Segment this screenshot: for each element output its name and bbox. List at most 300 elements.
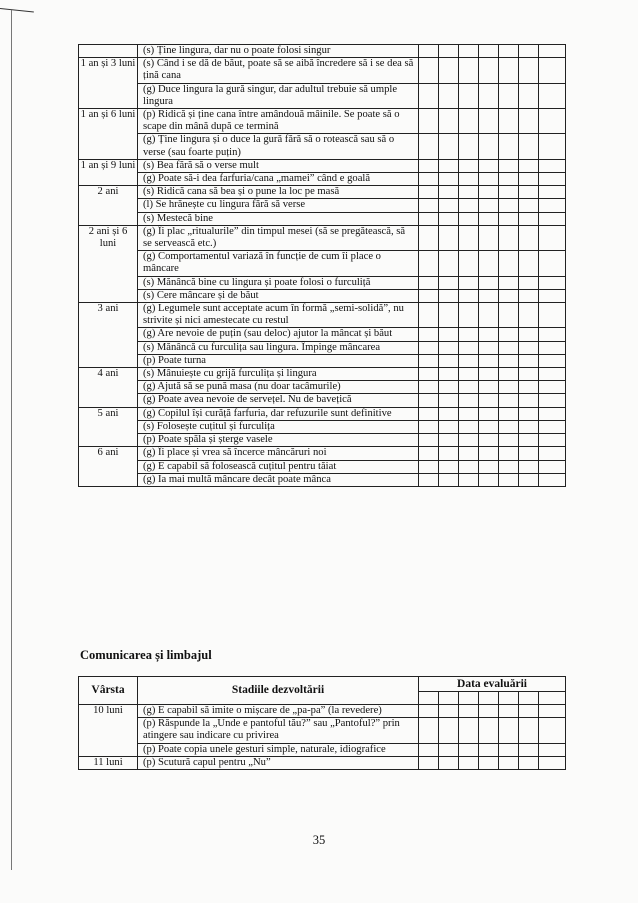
table-row	[79, 173, 566, 186]
eval-cell	[439, 407, 459, 420]
eval-cell	[539, 718, 566, 743]
age-cell: 2 ani și 6 luni	[79, 225, 138, 302]
eval-cell	[479, 692, 499, 705]
eval-cell	[519, 45, 539, 58]
eval-cell	[479, 251, 499, 276]
eval-cell	[479, 407, 499, 420]
stage-cell: (s) Mânuiește cu grijă furculița și lingura	[138, 368, 419, 381]
header-eval: Data evaluării	[419, 677, 566, 692]
table-row	[79, 276, 566, 289]
eval-cell	[519, 407, 539, 420]
table-row	[79, 447, 566, 460]
eval-cell	[539, 368, 566, 381]
eval-cell	[539, 420, 566, 433]
table-row	[79, 199, 566, 212]
age-cell: 1 an și 6 luni	[79, 109, 138, 160]
stage-cell: (p) Răspunde la „Unde e pantoful tău?” sau „Pantoful?” prin atingere sau indicare cu privirea	[138, 718, 419, 743]
table-row	[79, 718, 566, 743]
eval-cell	[479, 328, 499, 341]
eval-cell	[539, 199, 566, 212]
eval-cell	[519, 341, 539, 354]
eval-cell	[519, 159, 539, 172]
eval-cell	[479, 225, 499, 250]
table-row	[79, 420, 566, 433]
eval-cell	[479, 186, 499, 199]
eval-cell	[499, 289, 519, 302]
eval-cell	[499, 303, 519, 328]
eval-cell	[419, 328, 439, 341]
eval-cell	[459, 45, 479, 58]
stage-cell: (p) Scutură capul pentru „Nu”	[138, 756, 419, 769]
stage-cell: (s) Folosește cuțitul și furculița	[138, 420, 419, 433]
eval-cell	[439, 186, 459, 199]
eval-cell	[459, 473, 479, 486]
age-cell: 1 an și 9 luni	[79, 159, 138, 185]
eval-cell	[539, 354, 566, 367]
eval-cell	[519, 718, 539, 743]
eval-cell	[479, 276, 499, 289]
eval-cell	[439, 289, 459, 302]
eval-cell	[479, 460, 499, 473]
eval-cell	[439, 692, 459, 705]
eval-cell	[459, 692, 479, 705]
eval-cell	[539, 692, 566, 705]
page-number: 35	[312, 833, 326, 847]
eval-cell	[539, 134, 566, 159]
eval-cell	[539, 251, 566, 276]
eval-cell	[539, 473, 566, 486]
eval-cell	[499, 134, 519, 159]
eval-cell	[499, 186, 519, 199]
table-row	[79, 134, 566, 159]
eval-cell	[459, 434, 479, 447]
eval-cell	[419, 692, 439, 705]
eval-cell	[519, 303, 539, 328]
stage-cell: (g) Duce lingura la gură singur, dar adultul trebuie să umple lingura	[138, 83, 419, 108]
eval-cell	[519, 473, 539, 486]
eval-cell	[439, 199, 459, 212]
table-row	[79, 354, 566, 367]
eval-cell	[459, 381, 479, 394]
eval-cell	[539, 159, 566, 172]
eval-cell	[459, 58, 479, 83]
eval-cell	[439, 718, 459, 743]
eval-cell	[459, 199, 479, 212]
eval-cell	[499, 45, 519, 58]
eval-cell	[439, 473, 459, 486]
eval-cell	[499, 341, 519, 354]
stage-cell: (s) Mănâncă bine cu lingura și poate folosi o furculiță	[138, 276, 419, 289]
eval-cell	[519, 394, 539, 407]
table-row	[79, 394, 566, 407]
eval-cell	[439, 705, 459, 718]
eval-cell	[459, 705, 479, 718]
eval-cell	[539, 212, 566, 225]
eval-cell	[419, 199, 439, 212]
eval-cell	[459, 756, 479, 769]
eval-cell	[419, 109, 439, 134]
eval-cell	[539, 173, 566, 186]
eval-cell	[519, 186, 539, 199]
eval-cell	[519, 756, 539, 769]
table-row	[79, 159, 566, 172]
eval-cell	[419, 212, 439, 225]
eval-cell	[499, 381, 519, 394]
eval-cell	[539, 460, 566, 473]
eval-cell	[519, 368, 539, 381]
eval-cell	[439, 756, 459, 769]
eval-cell	[439, 381, 459, 394]
eval-cell	[499, 58, 519, 83]
eval-cell	[519, 434, 539, 447]
eval-cell	[479, 289, 499, 302]
eval-cell	[539, 394, 566, 407]
eval-cell	[519, 460, 539, 473]
eval-cell	[459, 159, 479, 172]
eval-cell	[419, 460, 439, 473]
communication-table	[78, 676, 566, 770]
eval-cell	[539, 434, 566, 447]
eval-cell	[539, 186, 566, 199]
eval-cell	[499, 328, 519, 341]
header-age: Vârsta	[79, 677, 138, 705]
eval-cell	[439, 434, 459, 447]
eval-cell	[519, 173, 539, 186]
eval-cell	[439, 354, 459, 367]
eval-cell	[439, 58, 459, 83]
stage-cell: (s) Ține lingura, dar nu o poate folosi singur	[138, 45, 419, 58]
eval-cell	[419, 225, 439, 250]
table-row	[79, 341, 566, 354]
eval-cell	[519, 83, 539, 108]
eval-cell	[499, 756, 519, 769]
eval-cell	[459, 212, 479, 225]
table-row	[79, 460, 566, 473]
eval-cell	[419, 743, 439, 756]
eval-cell	[499, 718, 519, 743]
eval-cell	[479, 473, 499, 486]
eval-cell	[439, 460, 459, 473]
stage-cell: (s) Ridică cana să bea și o pune la loc pe masă	[138, 186, 419, 199]
eval-cell	[439, 276, 459, 289]
table-row	[79, 225, 566, 250]
eval-cell	[459, 109, 479, 134]
eval-cell	[479, 109, 499, 134]
eval-cell	[539, 276, 566, 289]
eval-cell	[439, 743, 459, 756]
eval-cell	[519, 420, 539, 433]
eval-cell	[519, 743, 539, 756]
eval-cell	[519, 381, 539, 394]
stage-cell: (g) E capabil să imite o mișcare de „pa-pa” (la revedere)	[138, 705, 419, 718]
age-cell: 6 ani	[79, 447, 138, 487]
eval-cell	[479, 756, 499, 769]
eval-cell	[459, 341, 479, 354]
stage-cell: (g) Ține lingura și o duce la gură fără să o rotească sau să o verse (sau foarte puțin)	[138, 134, 419, 159]
age-cell: 2 ani	[79, 186, 138, 226]
eval-cell	[459, 743, 479, 756]
eval-cell	[459, 225, 479, 250]
stage-cell: (g) Poate avea nevoie de servețel. Nu de bavețică	[138, 394, 419, 407]
eval-cell	[439, 109, 459, 134]
eval-cell	[519, 447, 539, 460]
stage-cell: (s) Bea fără să o verse mult	[138, 159, 419, 172]
eval-cell	[419, 420, 439, 433]
eval-cell	[519, 212, 539, 225]
eval-cell	[419, 186, 439, 199]
age-cell: 11 luni	[79, 756, 138, 769]
eval-cell	[419, 289, 439, 302]
table-row	[79, 368, 566, 381]
table-row	[79, 434, 566, 447]
eval-cell	[499, 251, 519, 276]
eval-cell	[479, 58, 499, 83]
eval-cell	[459, 407, 479, 420]
table-row	[79, 83, 566, 108]
eval-cell	[499, 83, 519, 108]
eval-cell	[479, 45, 499, 58]
eval-cell	[439, 328, 459, 341]
eval-cell	[499, 354, 519, 367]
eval-cell	[499, 692, 519, 705]
eval-cell	[419, 407, 439, 420]
table-row	[79, 705, 566, 718]
eval-cell	[419, 58, 439, 83]
eval-cell	[479, 303, 499, 328]
table-row	[79, 381, 566, 394]
eval-cell	[439, 341, 459, 354]
eval-cell	[439, 225, 459, 250]
eval-cell	[459, 173, 479, 186]
eval-cell	[459, 303, 479, 328]
eval-cell	[539, 407, 566, 420]
eval-cell	[479, 434, 499, 447]
eval-cell	[439, 83, 459, 108]
eval-cell	[439, 134, 459, 159]
eval-cell	[499, 199, 519, 212]
eval-cell	[459, 447, 479, 460]
eval-cell	[499, 173, 519, 186]
eval-cell	[459, 251, 479, 276]
stage-cell: (s) Cere mâncare și de băut	[138, 289, 419, 302]
stage-cell: (g) Ajută să se pună masa (nu doar tacâmurile)	[138, 381, 419, 394]
eval-cell	[519, 199, 539, 212]
eval-cell	[539, 756, 566, 769]
eval-cell	[479, 447, 499, 460]
table-row	[79, 109, 566, 134]
stage-cell: (g) Copilul își curăță farfuria, dar refuzurile sunt definitive	[138, 407, 419, 420]
stage-cell: (g) Îi plac „ritualurile” din timpul mesei (să se pregătească, să se servească etc.)	[138, 225, 419, 250]
table-row	[79, 328, 566, 341]
table-row	[79, 58, 566, 83]
eval-cell	[479, 159, 499, 172]
eval-cell	[459, 276, 479, 289]
eval-cell	[419, 251, 439, 276]
eval-cell	[419, 447, 439, 460]
eval-cell	[539, 303, 566, 328]
eval-cell	[539, 381, 566, 394]
eval-cell	[459, 328, 479, 341]
eval-cell	[479, 173, 499, 186]
eval-cell	[439, 447, 459, 460]
eval-cell	[519, 289, 539, 302]
age-cell: 3 ani	[79, 303, 138, 368]
eval-cell	[459, 289, 479, 302]
section-title: Comunicarea și limbajul	[80, 648, 212, 662]
eval-cell	[479, 212, 499, 225]
eval-cell	[419, 173, 439, 186]
eval-cell	[499, 447, 519, 460]
stage-cell: (p) Ridică și ține cana între amândouă mâinile. Se poate să o scape din mână după ce termină	[138, 109, 419, 134]
eval-cell	[539, 45, 566, 58]
table-row	[79, 251, 566, 276]
eval-cell	[539, 705, 566, 718]
eval-cell	[419, 434, 439, 447]
table-row	[79, 45, 566, 58]
eval-cell	[519, 328, 539, 341]
eval-cell	[419, 705, 439, 718]
eval-cell	[439, 303, 459, 328]
eval-cell	[459, 134, 479, 159]
eval-cell	[519, 276, 539, 289]
eval-cell	[519, 134, 539, 159]
eval-cell	[539, 289, 566, 302]
eval-cell	[459, 420, 479, 433]
eval-cell	[539, 83, 566, 108]
table-row	[79, 473, 566, 486]
age-cell: 1 an și 3 luni	[79, 58, 138, 109]
eval-cell	[499, 368, 519, 381]
eval-cell	[539, 58, 566, 83]
stage-cell: (s) Mănâncă cu furculița sau lingura. Împinge mâncarea	[138, 341, 419, 354]
eval-cell	[419, 368, 439, 381]
eval-cell	[479, 718, 499, 743]
eval-cell	[419, 159, 439, 172]
eval-cell	[419, 276, 439, 289]
stage-cell: (p) Poate copia unele gesturi simple, naturale, idiografice	[138, 743, 419, 756]
eval-cell	[479, 368, 499, 381]
table-row	[79, 303, 566, 328]
eval-cell	[499, 394, 519, 407]
stage-cell: (l) Se hrănește cu lingura fără să verse	[138, 199, 419, 212]
stage-cell: (g) Comportamentul variază în funcție de cum îi place o mâncare	[138, 251, 419, 276]
eval-cell	[439, 368, 459, 381]
table-row	[79, 407, 566, 420]
age-cell: 4 ani	[79, 368, 138, 408]
age-cell: 10 luni	[79, 705, 138, 757]
eval-cell	[459, 354, 479, 367]
age-cell: 5 ani	[79, 407, 138, 447]
eval-cell	[499, 434, 519, 447]
eval-cell	[439, 45, 459, 58]
stage-cell: (g) Are nevoie de puțin (sau deloc) ajutor la mâncat și băut	[138, 328, 419, 341]
header-stage: Stadiile dezvoltării	[138, 677, 419, 705]
eval-cell	[499, 705, 519, 718]
eval-cell	[419, 45, 439, 58]
eval-cell	[419, 354, 439, 367]
eval-cell	[499, 225, 519, 250]
stage-cell: (g) Îi place și vrea să încerce mâncăruri noi	[138, 447, 419, 460]
eval-cell	[439, 159, 459, 172]
eval-cell	[499, 420, 519, 433]
eval-cell	[479, 199, 499, 212]
eval-cell	[479, 83, 499, 108]
eval-cell	[479, 134, 499, 159]
eval-cell	[539, 328, 566, 341]
table-row	[79, 212, 566, 225]
eval-cell	[539, 341, 566, 354]
eval-cell	[459, 394, 479, 407]
eval-cell	[479, 354, 499, 367]
stage-cell: (s) Când i se dă de băut, poate să se aibă încredere să i se dea să țină cana	[138, 58, 419, 83]
eval-cell	[499, 109, 519, 134]
eval-cell	[499, 743, 519, 756]
eval-cell	[499, 460, 519, 473]
table-row	[79, 743, 566, 756]
eval-cell	[539, 109, 566, 134]
feeding-table	[78, 44, 566, 487]
eval-cell	[519, 251, 539, 276]
eval-cell	[479, 394, 499, 407]
stage-cell: (g) Legumele sunt acceptate acum în formă „semi-solidă”, nu strivite și nici amestecate cu restul	[138, 303, 419, 328]
eval-cell	[439, 420, 459, 433]
eval-cell	[459, 718, 479, 743]
stage-cell: (s) Mestecă bine	[138, 212, 419, 225]
age-cell	[79, 45, 138, 58]
eval-cell	[439, 212, 459, 225]
eval-cell	[419, 341, 439, 354]
eval-cell	[459, 186, 479, 199]
eval-cell	[499, 407, 519, 420]
table-row	[79, 756, 566, 769]
eval-cell	[419, 756, 439, 769]
eval-cell	[519, 354, 539, 367]
eval-cell	[519, 705, 539, 718]
eval-cell	[499, 159, 519, 172]
eval-cell	[459, 83, 479, 108]
eval-cell	[479, 420, 499, 433]
binding-edge	[0, 0, 12, 903]
eval-cell	[519, 58, 539, 83]
eval-cell	[419, 303, 439, 328]
eval-cell	[459, 460, 479, 473]
eval-cell	[479, 743, 499, 756]
eval-cell	[519, 692, 539, 705]
stage-cell: (p) Poate spăla și șterge vasele	[138, 434, 419, 447]
eval-cell	[419, 134, 439, 159]
stage-cell: (g) E capabil să folosească cuțitul pentru tăiat	[138, 460, 419, 473]
stage-cell: (p) Poate turna	[138, 354, 419, 367]
stage-cell: (g) Poate să-i dea farfuria/cana „mamei” când e goală	[138, 173, 419, 186]
eval-cell	[459, 368, 479, 381]
eval-cell	[419, 394, 439, 407]
eval-cell	[499, 473, 519, 486]
eval-cell	[479, 705, 499, 718]
eval-cell	[539, 743, 566, 756]
eval-cell	[439, 394, 459, 407]
eval-cell	[439, 251, 459, 276]
eval-cell	[419, 473, 439, 486]
eval-cell	[499, 212, 519, 225]
eval-cell	[539, 447, 566, 460]
table-row	[79, 289, 566, 302]
eval-cell	[479, 381, 499, 394]
eval-cell	[519, 225, 539, 250]
eval-cell	[419, 83, 439, 108]
stage-cell: (g) Ia mai multă mâncare decât poate mânca	[138, 473, 419, 486]
eval-cell	[499, 276, 519, 289]
eval-cell	[419, 718, 439, 743]
